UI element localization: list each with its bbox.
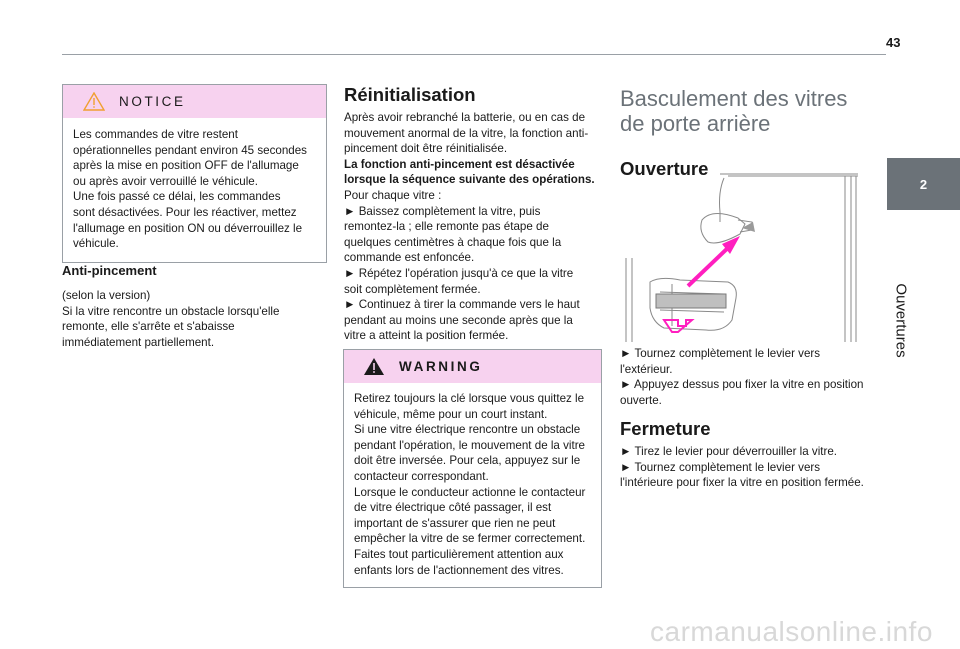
text-line: La fonction anti-pincement est désactivée [344,157,575,171]
text-line: l'intérieure pour fixer la vitre en position fermée. [620,476,864,490]
text-line: immédiatement partiellement. [62,335,215,349]
text-line: opérationnelles pendant environ 45 secondes [73,143,307,157]
text-line: remonte, elle s'arrête et s'abaisse [62,320,235,334]
text-line: ► Continuez à tirer la commande vers le haut [344,298,580,312]
warning-box [343,349,602,588]
warning-label: WARNING [399,359,483,374]
text-line: doit être inversée. Pour cela, appuyez sur le [354,454,581,468]
closing-section [620,418,885,491]
text-line: ► Répétez l'opération jusqu'à ce que la vitre [344,266,574,280]
text-line: ► Tirez le levier pour déverrouiller la vitre. [620,445,838,458]
text-line: lorsque la séquence suivante des opérations. [344,173,595,187]
text-line: Lorsque le conducteur actionne le contacteur [354,485,586,499]
anti-pinch-section [62,263,332,350]
text-line: Si une vitre électrique rencontre un obstacle [354,423,581,437]
opening-instructions [620,346,882,408]
text-line: véhicule, même pour un court instant. [354,407,548,421]
text-line: l'extérieur. [620,362,673,376]
text-line: ou après avoir verrouillé le véhicule. [73,174,258,188]
text-line: important de s'assurer que rien ne peut [354,516,556,530]
text-line: enfants lors de l'actionnement des vitres. [354,563,564,577]
chapter-label: Ouvertures [892,282,910,358]
text-line: ouverte. [620,393,662,407]
text-line: pincement doit être réinitialisée. [344,142,508,156]
text-line: Basculement des vitres [620,86,848,111]
warning-body [344,383,601,587]
text-line: commande est enfoncée. [344,251,475,265]
text-line: sont désactivées. Pour les réactiver, mettez [73,205,297,219]
reinit-title: Réinitialisation [344,84,476,105]
page-number: 43 [886,35,901,50]
opening-title: Ouverture [620,158,709,179]
arrow-icon [664,320,692,332]
rear-tilt-section [620,86,880,180]
anti-pinch-title: Anti-pincement [62,263,157,278]
window-lever-illustration [620,172,860,344]
text-line: Retirez toujours la clé lorsque vous quittez le [354,392,585,405]
anti-pinch-text [62,288,332,350]
caution-triangle-icon [83,92,105,111]
text-line: ► Tournez complètement le levier vers [620,460,821,474]
text-line: Faites tout particulièrement attention aux [354,547,564,561]
text-line: (selon la version) [62,289,151,302]
text-line: de vitre électrique côté passager, il est [354,501,552,515]
notice-text [73,127,316,252]
text-line: l'allumage en position ON ou déverrouillez le [73,221,303,235]
closing-text [620,444,885,491]
reinit-section [344,84,604,344]
closing-title: Fermeture [620,418,711,439]
notice-box [62,84,327,263]
text-line: pendant l'opération, le mouvement de la vitre [354,438,586,452]
warning-text [354,391,591,578]
text-line: véhicule. [73,237,119,251]
text-line: quelques centimètres à chaque fois que la [344,235,562,249]
watermark: carmanualsonline.info [650,616,933,647]
text-line: Pour chaque vitre : [344,188,442,202]
warning-header [344,350,601,383]
text-line: Une fois passé ce délai, les commandes [73,190,281,204]
text-line: de porte arrière [620,111,771,136]
text-line: Les commandes de vitre restent [73,128,238,141]
text-line: mouvement anormal de la vitre, la fonction anti- [344,126,589,140]
notice-body [63,118,326,262]
rear-tilt-title [620,86,880,136]
text-line: Si la vitre rencontre un obstacle lorsqu'elle [62,304,280,318]
text-line: contacteur correspondant. [354,469,489,483]
chapter-tab[interactable]: 2 [887,158,960,210]
text-line: ► Tournez complètement le levier vers [620,347,821,360]
opening-text [620,346,882,408]
text-line: ► Appuyez dessus pou fixer la vitre en position [620,378,864,392]
text-line: remontez-la ; elle remonte pas étape de [344,220,549,234]
text-line: après la mise en position OFF de l'allumage [73,159,299,173]
text-line: vitre a atteint la position fermée. [344,329,509,343]
arrow-icon [688,236,740,286]
text-line: ► Baissez complètement la vitre, puis [344,204,541,218]
text-line: Après avoir rebranché la batterie, ou en cas de [344,111,586,124]
text-line: soit complètement fermée. [344,282,481,296]
text-line: empêcher la vitre de se fermer correctement. [354,532,586,546]
notice-header [63,85,326,118]
header-rule [62,54,886,55]
warning-triangle-icon [363,357,385,376]
text-line: pendant au moins une seconde après que la [344,313,573,327]
notice-label: NOTICE [119,94,186,109]
reinit-text [344,110,604,344]
